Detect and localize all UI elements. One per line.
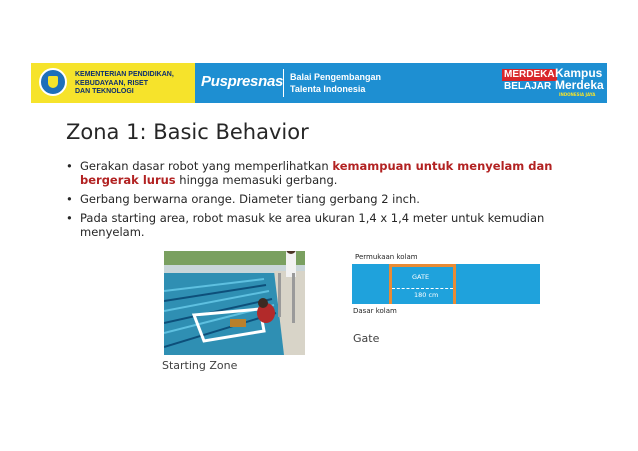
- bpti-text: [290, 71, 381, 95]
- surface-label: Permukaan kolam: [355, 253, 418, 261]
- gate-width-label: 180 cm: [414, 291, 439, 299]
- kemdikbud-line-3: DAN TEKNOLOGI: [75, 88, 134, 95]
- kemdikbud-line-1: KEMENTERIAN PENDIDIKAN,: [75, 71, 174, 78]
- banner-divider: [283, 69, 284, 97]
- bullet-item: [66, 192, 586, 206]
- belajar-word: BELAJAR: [504, 81, 552, 92]
- merdeka-belajar-logo: [502, 69, 557, 93]
- puspresnas-logo: Puspresnas: [201, 73, 284, 90]
- bullet-item: [66, 211, 586, 239]
- gate-top-bar: [389, 264, 456, 267]
- kemdikbud-line-2: KEBUDAYAAN, RISET: [75, 79, 148, 87]
- bullet-2-text: Gerbang berwarna orange. Diameter tiang gerbang 2 inch.: [80, 192, 420, 206]
- kampus-tagline: INDONESIA JAYA: [559, 92, 596, 97]
- gate-right-post: [453, 264, 456, 304]
- bullet-mark: •: [66, 211, 73, 225]
- slide-title: Zona 1: Basic Behavior: [66, 120, 309, 144]
- bullet-3-text: Pada starting area, robot masuk ke area ukuran 1,4 x 1,4 meter untuk kemudian menyelam.: [80, 211, 545, 239]
- bpti-line-2: Talenta Indonesia: [290, 84, 366, 94]
- bullet-1-highlight: kemampuan untuk menyelam dan bergerak lurus: [80, 159, 553, 187]
- kemdikbud-block: [31, 63, 195, 103]
- tut-wuri-handayani-logo: [39, 68, 67, 96]
- kampus-merdeka-logo: [555, 67, 604, 91]
- kemdikbud-text: [75, 71, 174, 97]
- gate-label: GATE: [412, 273, 430, 281]
- bullet-1-post: hingga memasuki gerbang.: [175, 173, 338, 187]
- gate-caption: Gate: [353, 332, 380, 345]
- bullet-mark: •: [66, 159, 73, 173]
- bullet-item: [66, 159, 586, 187]
- kampus-word: Kampus: [555, 66, 603, 80]
- bullet-1-pre: Gerakan dasar robot yang memperlihatkan: [80, 159, 333, 173]
- bottom-label: Dasar kolam: [353, 307, 397, 315]
- gate-diagram-water: [352, 264, 540, 304]
- header-banner: [31, 63, 607, 103]
- bullet-mark: •: [66, 192, 73, 206]
- merdeka-word-2: Merdeka: [555, 78, 604, 92]
- bullet-list: [66, 159, 586, 244]
- bpti-line-1: Balai Pengembangan: [290, 72, 382, 82]
- merdeka-word: MERDEKA: [504, 69, 555, 80]
- gate-width-line: [392, 288, 453, 289]
- starting-zone-caption: Starting Zone: [162, 359, 238, 372]
- gate-left-post: [389, 264, 392, 304]
- starting-zone-photo: [164, 251, 305, 355]
